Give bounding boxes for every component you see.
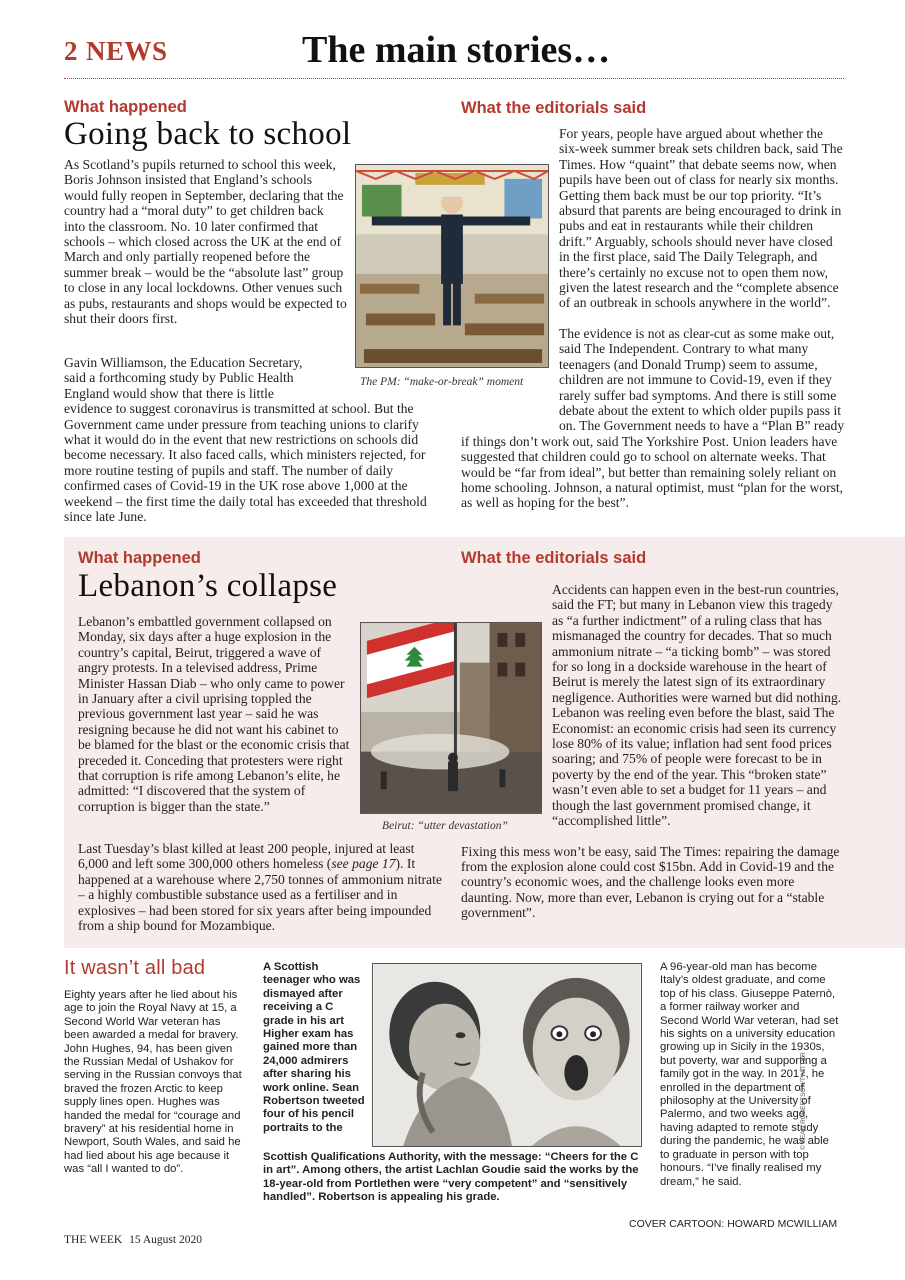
story1-editorials xyxy=(461,126,845,511)
story2-editorial-1: Accidents can happen even in the best-run countries, said the FT; but many in Lebanon view this tragedy as “a further indictment” of a ruling class that has mismanaged the country for decades. That so much ammonium nitrate – “a ticking bomb” – was stored for so long in a dockside warehouse in the heart of Beirut is merely the latest sign of its extraordinary negligence. Authorities were warned but did nothing. Lebanon was reeling even before the blast, said The Economist: an economic crisis had seen its currency lose 80% of its value; inflation had sent food prices soaring; and 75% of people were forecast to be in poverty by the end of the year. This “broken state” wasn’t even able to set a budget for 11 years – and though the last government promised change, it “accomplished little”. xyxy=(552,582,842,829)
story2-editorials xyxy=(461,582,845,921)
story1-body-bottom xyxy=(64,355,444,524)
cover-credit: COVER CARTOON: HOWARD MCWILLIAM xyxy=(629,1218,838,1230)
caption-spacer xyxy=(322,355,444,401)
story1-label: What happened xyxy=(64,98,187,116)
footer-publication xyxy=(64,1234,202,1246)
story1-paragraph-1: As Scotland’s pupils returned to school this week, Boris Johnson insisted that England’s schools would fully reopen in September, declaring that the country had a “moral duty” to get children back into the classroom. No. 10 later confirmed that schools – which closed across the UK at the end of March and only partially reopened before the summer break – would be the “absolute last” group to close in any local lockdowns. Other venues such as pubs, restaurants and shops would be expected to shut their doors first. xyxy=(64,157,347,327)
story2-body-top xyxy=(78,614,352,814)
issue-date: 15 August 2020 xyxy=(129,1234,202,1246)
not-all-bad-heading: It wasn’t all bad xyxy=(64,957,206,979)
story2-headline: Lebanon’s collapse xyxy=(78,568,338,604)
photo-credit: © SEAN ROBERTSON/TWITTER xyxy=(800,1052,807,1150)
not-all-bad-col3: A 96-year-old man has become Italy’s oldest graduate, and come top of his class. Giuseppe Paternò, a former railway worker and Second World War veteran, had set his sights on a university education growing up in Sicily in the 1930s, but poverty, war and supporting a family got in the way. In 2017, he enrolled in the department of philosophy at the University of Palermo, and two weeks ago, having adapted to remote study during the pandemic, he was able to graduate in person with top honours. “I’ve finally realised my dream,” he said. xyxy=(660,961,839,1188)
story1-editorials-label: What the editorials said xyxy=(461,99,647,117)
story1-paragraph-2: Gavin Williamson, the Education Secretary, said a forthcoming study by Public Health England would show that there is little evidence to suggest coronavirus is transmitted at school. But the Government came under pressure from teaching unions to clarify what it would do in the event that new restrictions on schools did become necessary. It also faced calls, which ministers rejected, for more routine testing of pupils and staff. The number of daily confirmed cases of Covid-19 in the UK rose above 1,000 at the weekend – the first time the daily total has exceeded that threshold since late June. xyxy=(64,355,427,525)
story2-body-bottom xyxy=(78,841,448,933)
photo-spacer xyxy=(461,156,559,426)
page-title: The main stories… xyxy=(302,29,611,71)
pencil-portraits xyxy=(372,963,642,1147)
publication-name: THE WEEK xyxy=(64,1234,123,1246)
story1-editorial-2: The evidence is not as clear-cut as some make out, said The Independent. Contrary to what many teenagers (and Donald Trump) seem to assume, children are not immune to Covid-19, even if they rarely suffer bad symptoms. And there is still some debate about the extent to which older pupils pass it on. The Government needs to have a “Plan B” ready if things don’t work out, said The Yorkshire Post. Union leaders have suggested that children could go to school on alternate weeks. That would be “far from ideal”, but better than remaining solely reliant on home schooling. Johnson, a natural optimist, must “plan for the worst, as well as hoping for the best”. xyxy=(461,325,845,511)
story2-editorials-label: What the editorials said xyxy=(461,549,647,567)
header-divider xyxy=(64,78,844,79)
page-reference: see page 17 xyxy=(331,856,396,872)
story2-paragraph-1: Lebanon’s embattled government collapsed on Monday, six days after a huge explosion in the country’s capital, Beirut, triggered a wave of angry protests. In a televised address, Prime Minister Hassan Diab – who only came to power in January after a civil uprising toppled the previous government last year – said he was resigning because he did not want his cabinet to be blamed for the blast or the economic crisis that preceded it. Conceding that protesters were right that corruption is rife among Lebanon’s elite, he admitted: “I discovered that the system of corruption is bigger than the state.” xyxy=(78,614,350,814)
page-header xyxy=(64,28,844,78)
not-all-bad-col2-bottom: Scottish Qualifications Authority, with the message: “Cheers for the C in art”. Among others, the artist Lachlan Goudie said the works by the 18-year-old from Portlethen were “very competent” and “sensitively handled”. Robertson is appealing his grade. xyxy=(263,1151,639,1204)
story2-photo-caption: Beirut: “utter devastation” xyxy=(382,820,508,832)
photo-spacer-2 xyxy=(461,612,552,842)
not-all-bad-col1: Eighty years after he lied about his age to join the Royal Navy at 15, a Second World War veteran has been awarded a medal for bravery. John Hughes, 94, has been given the Russian Medal of Ushakov for serving in the Russian convoys that braved the frozen Arctic to keep supply lines open. Hughes was handed the medal for “courage and bravery” at his residential home in Newport, South Wales, and said he had lied about his age because it was “all I wanted to do”. xyxy=(64,989,242,1176)
story2-paragraph-2: Last Tuesday’s blast killed at least 200 people, injured at least 6,000 and left some 300,000 others homeless (see page 17). It happened at a warehouse where 2,750 tonnes of ammonium nitrate – a highly combustible substance used as a fertiliser and in explosives – had been stored for six years after being impounded from a ship bound for Mozambique. xyxy=(78,841,442,934)
story1-editorial-1: For years, people have argued about whether the six-week summer break sets children back, said The Times. How “quaint” that debate seems now, when pupils have been out of class for nearly six months. Getting them back must be our top priority. “It’s absurd that parents are being encouraged to drink in pubs and eat in restaurants while their children drift.” Arguably, schools should never have closed in the first place, said The Daily Telegraph, and there’s certainly no excuse not to open them now, given the latest research and the “complete absence of an outbreak in schools anywhere in the world”. xyxy=(559,126,843,311)
story1-body-top xyxy=(64,157,348,326)
story2-editorial-2: Fixing this mess won’t be easy, said The Times: repairing the damage from the explosion alone could cost $15bn. Add in Covid-19 and the country’s economic woes, and the challenge looks even more daunting. Now, more than ever, Lebanon is crying out for a “stable government”. xyxy=(461,843,840,921)
section-name: NEWS xyxy=(86,36,168,66)
page-number: 2 xyxy=(64,36,78,66)
portraits-photo xyxy=(372,963,642,1147)
story1-photo-caption: The PM: “make-or-break” moment xyxy=(360,376,524,388)
story2-label: What happened xyxy=(78,549,201,567)
story1-headline: Going back to school xyxy=(64,116,352,152)
not-all-bad-col2-top: A Scottish teenager who was dismayed after receiving a C grade in his art Higher exam has gained more than 24,000 admirers after sharing his work online. Sean Robertson tweeted four of his pencil portraits to the xyxy=(263,961,365,1134)
